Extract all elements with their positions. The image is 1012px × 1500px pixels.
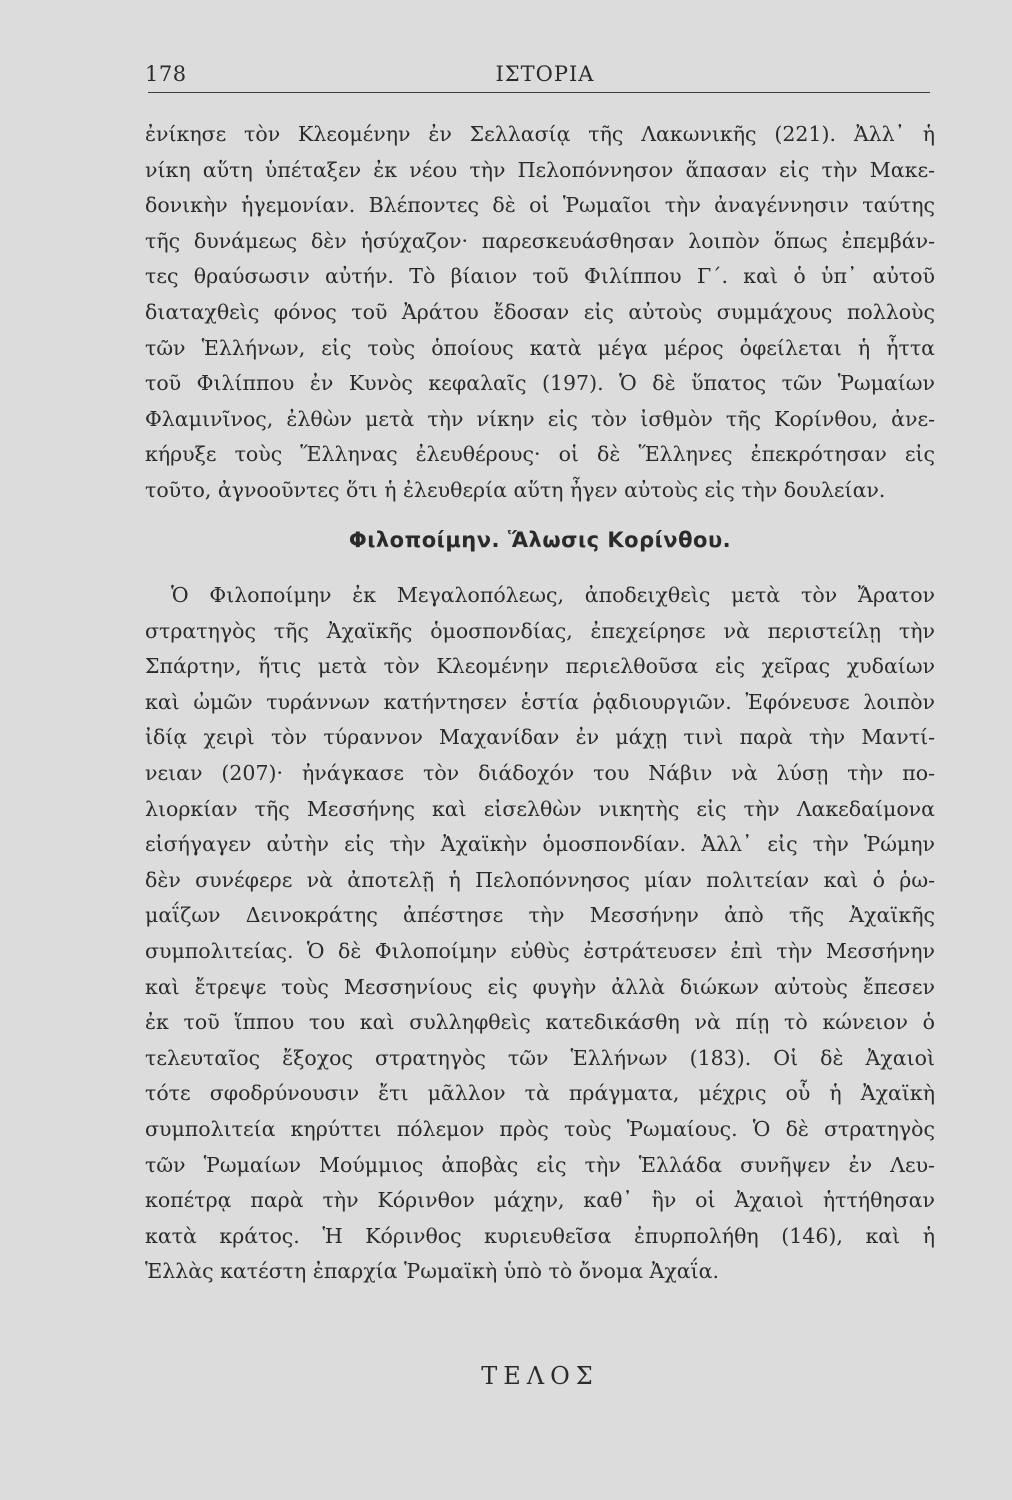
text-line: νειαν (207)· ἠνάγκασε τὸν διάδοχόν του Νάβιν νὰ λύσῃ τὴν πο- bbox=[145, 760, 935, 785]
text-line: τελευταῖος ἔξοχος στρατηγὸς τῶν Ἑλλήνων (183). Οἱ δὲ Ἀχαιοὶ bbox=[145, 1045, 935, 1070]
text-line: κοπέτρᾳ παρὰ τὴν Κόρινθον μάχην, καθ᾽ ἣν οἱ Ἀχαιοὶ ἡττήθησαν bbox=[145, 1188, 935, 1213]
end-mark: ΤΕΛΟΣ bbox=[481, 1362, 599, 1390]
text-line: δονικὴν ἡγεμονίαν. Βλέποντες δὲ οἱ Ῥωμαῖοι τὴν ἀναγέννησιν ταύτης bbox=[145, 193, 935, 218]
text-line: στρατηγὸς τῆς Ἀχαϊκῆς ὁμοσπονδίας, ἐπεχείρησε νὰ περιστείλῃ τὴν bbox=[145, 618, 935, 643]
text-line: καὶ ὠμῶν τυράννων κατήντησεν ἑστία ῥᾳδιουργιῶν. Ἐφόνευσε λοιπὸν bbox=[145, 689, 935, 714]
text-line: τότε σφοδρύνουσιν ἔτι μᾶλλον τὰ πράγματα, μέχρις οὗ ἡ Ἀχαϊκὴ bbox=[145, 1081, 935, 1106]
text-line: τῆς δυνάμεως δὲν ἡσύχαζον· παρεσκευάσθησαν λοιπὸν ὅπως ἐπεμβάν- bbox=[145, 228, 935, 253]
text-line: κατὰ κράτος. Ἡ Κόρινθος κυριευθεῖσα ἐπυρπολήθη (146), καὶ ἡ bbox=[145, 1223, 935, 1248]
text-line: συμπολιτεία κηρύττει πόλεμον πρὸς τοὺς Ῥωμαίους. Ὁ δὲ στρατηγὸς bbox=[145, 1116, 935, 1141]
header-rule bbox=[148, 92, 930, 93]
paragraph-2 bbox=[145, 578, 935, 1290]
text-line: νίκη αὕτη ὑπέταξεν ἐκ νέου τὴν Πελοπόννησον ἅπασαν εἰς τὴν Μακε- bbox=[145, 157, 935, 182]
paragraph-1 bbox=[145, 117, 935, 509]
text-line: τοῦ Φιλίππου ἐν Κυνὸς κεφαλαῖς (197). Ὁ δὲ ὕπατος τῶν Ῥωμαίων bbox=[145, 371, 935, 396]
text-line: μαΐζων Δεινοκράτης ἀπέστησε τὴν Μεσσήνην ἀπὸ τῆς Ἀχαϊκῆς bbox=[145, 903, 935, 928]
text-line: καὶ ἔτρεψε τοὺς Μεσσηνίους εἰς φυγὴν ἀλλὰ διώκων αὐτοὺς ἔπεσεν bbox=[145, 974, 935, 999]
text-line: λιορκίαν τῆς Μεσσήνης καὶ εἰσελθὼν νικητὴς εἰς τὴν Λακεδαίμονα bbox=[145, 796, 935, 821]
text-line: Σπάρτην, ἥτις μετὰ τὸν Κλεομένην περιελθοῦσα εἰς χεῖρας χυδαίων bbox=[145, 654, 935, 679]
text-line: τῶν Ῥωμαίων Μούμμιος ἀποβὰς εἰς τὴν Ἑλλάδα συνῆψεν ἐν Λευ- bbox=[145, 1152, 935, 1177]
text-line: κήρυξε τοὺς Ἕλληνας ἐλευθέρους· οἱ δὲ Ἕλληνες ἐπεκρότησαν εἰς bbox=[145, 442, 935, 467]
text-line: Ἑλλὰς κατέστη ἐπαρχία Ῥωμαϊκὴ ὑπὸ τὸ ὄνομα Ἀχαΐα. bbox=[145, 1259, 720, 1284]
text-line: ἐνίκησε τὸν Κλεομένην ἐν Σελλασίᾳ τῆς Λακωνικῆς (221). Ἀλλ᾽ ἡ bbox=[145, 122, 935, 146]
page-number: 178 bbox=[145, 62, 187, 86]
text-line: τοῦτο, ἀγνοοῦντες ὅτι ἡ ἐλευθερία αὕτη ἦγεν αὐτοὺς εἰς τὴν δουλείαν. bbox=[145, 477, 886, 502]
text-line: Φλαμινῖνος, ἐλθὼν μετὰ τὴν νίκην εἰς τὸν ἰσθμὸν τῆς Κορίνθου, ἀνε- bbox=[145, 406, 935, 431]
section-heading: Φιλοποίμην. Ἅλωσις Κορίνθου. bbox=[348, 528, 732, 552]
text-line: ἐκ τοῦ ἵππου του καὶ συλληφθεὶς κατεδικάσθη νὰ πίῃ τὸ κώνειον ὁ bbox=[145, 1010, 935, 1035]
text-line: δὲν συνέφερε νὰ ἀποτελῇ ἡ Πελοπόννησος μίαν πολιτείαν καὶ ὁ ῥω- bbox=[145, 867, 935, 892]
text-line: τῶν Ἑλλήνων, εἰς τοὺς ὁποίους κατὰ μέγα μέρος ὀφείλεται ἡ ἧττα bbox=[145, 335, 935, 360]
text-line: Ὁ Φιλοποίμην ἐκ Μεγαλοπόλεως, ἀποδειχθεὶς μετὰ τὸν Ἄρατον bbox=[171, 583, 935, 607]
text-line: τες θραύσωσιν αὐτήν. Τὸ βίαιον τοῦ Φιλίππου Γ΄. καὶ ὁ ὑπ᾽ αὐτοῦ bbox=[145, 264, 935, 289]
text-line: εἰσήγαγεν αὐτὴν εἰς τὴν Ἀχαϊκὴν ὁμοσπονδίαν. Ἀλλ᾽ εἰς τὴν Ῥώμην bbox=[145, 832, 935, 857]
running-head bbox=[145, 62, 933, 90]
text-line: συμπολιτείας. Ὁ δὲ Φιλοποίμην εὐθὺς ἐστράτευσεν ἐπὶ τὴν Μεσσήνην bbox=[145, 938, 935, 963]
running-title: ΙΣΤΟΡΙΑ bbox=[495, 62, 595, 86]
text-line: ἰδίᾳ χειρὶ τὸν τύραννον Μαχανίδαν ἐν μάχῃ τινὶ παρὰ τὴν Μαντί- bbox=[145, 725, 935, 750]
text-line: διαταχθεὶς φόνος τοῦ Ἀράτου ἔδοσαν εἰς αὐτοὺς συμμάχους πολλοὺς bbox=[145, 299, 935, 324]
